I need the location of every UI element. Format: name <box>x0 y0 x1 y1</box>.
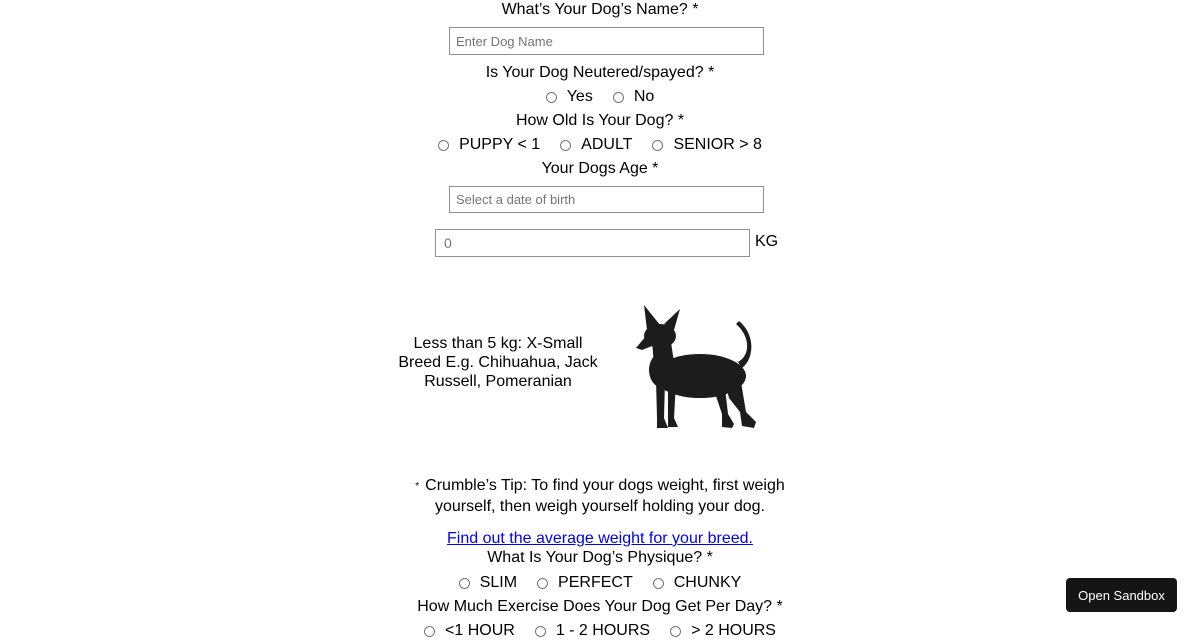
tip-line: Crumble’s Tip: To find your dogs weight, first weigh <box>425 477 785 494</box>
neutered-no-radio[interactable] <box>613 88 654 106</box>
dog-name-input[interactable] <box>449 27 764 55</box>
breed-weight-link[interactable]: Find out the average weight for your breed. <box>447 530 753 547</box>
crumble-tip <box>0 476 1200 516</box>
radio-circle-icon[interactable] <box>535 626 546 637</box>
physique-chunky-label: CHUNKY <box>673 574 742 591</box>
age-adult-label: ADULT <box>581 136 633 153</box>
neutered-label: Is Your Dog Neutered/spayed? * <box>485 64 715 81</box>
physique-slim-label: SLIM <box>479 574 518 591</box>
radio-circle-icon[interactable] <box>560 140 571 151</box>
chihuahua-silhouette-icon <box>630 300 770 432</box>
physique-slim-radio[interactable] <box>459 574 517 592</box>
exercise-under-1-label: <1 HOUR <box>445 622 515 639</box>
physique-perfect-label: PERFECT <box>558 574 633 591</box>
radio-circle-icon[interactable] <box>424 626 435 637</box>
age-group-radio-group <box>0 134 1200 156</box>
dog-name-label: What’s Your Dog’s Name? * <box>501 1 699 18</box>
size-description <box>380 334 616 391</box>
exercise-under-1-radio[interactable] <box>424 622 515 640</box>
breed-weight-link-wrap <box>0 529 1200 549</box>
radio-circle-icon[interactable] <box>459 578 470 589</box>
age-adult-radio[interactable] <box>560 136 632 154</box>
exercise-1-2-label: 1 - 2 HOURS <box>555 622 651 639</box>
physique-chunky-radio[interactable] <box>653 574 742 592</box>
age-puppy-radio[interactable] <box>438 136 540 154</box>
date-of-birth-input[interactable] <box>449 186 764 213</box>
radio-circle-icon[interactable] <box>546 92 557 103</box>
age-senior-label: SENIOR > 8 <box>673 136 762 153</box>
tip-star: * <box>415 481 420 492</box>
size-description-line: Russell, Pomeranian <box>424 373 572 390</box>
size-description-line: Breed E.g. Chihuahua, Jack <box>398 354 598 371</box>
physique-radio-group <box>0 572 1200 594</box>
exercise-label: How Much Exercise Does Your Dog Get Per Day? * <box>417 598 783 615</box>
radio-circle-icon[interactable] <box>613 92 624 103</box>
radio-circle-icon[interactable] <box>670 626 681 637</box>
age-group-label: How Old Is Your Dog? * <box>515 112 685 129</box>
exercise-radio-group <box>0 620 1200 642</box>
neutered-no-label: No <box>633 88 655 105</box>
neutered-yes-radio[interactable] <box>546 88 593 106</box>
exercise-1-2-radio[interactable] <box>535 622 650 640</box>
open-sandbox-button[interactable]: Open Sandbox <box>1066 578 1177 612</box>
tip-line: yourself, then weigh yourself holding your dog. <box>435 498 765 515</box>
size-description-line: Less than 5 kg: X-Small <box>413 335 583 352</box>
weight-input[interactable] <box>435 229 750 257</box>
physique-label: What Is Your Dog’s Physique? * <box>487 549 713 566</box>
radio-circle-icon[interactable] <box>438 140 449 151</box>
neutered-radio-group <box>0 86 1200 108</box>
age-puppy-label: PUPPY < 1 <box>459 136 541 153</box>
weight-unit: KG <box>755 233 779 250</box>
dog-age-label: Your Dogs Age * <box>541 160 659 177</box>
exercise-over-2-label: > 2 HOURS <box>691 622 776 639</box>
radio-circle-icon[interactable] <box>653 578 664 589</box>
age-senior-radio[interactable] <box>652 136 761 154</box>
physique-perfect-radio[interactable] <box>537 574 633 592</box>
radio-circle-icon[interactable] <box>652 140 663 151</box>
radio-circle-icon[interactable] <box>537 578 548 589</box>
exercise-over-2-radio[interactable] <box>670 622 776 640</box>
neutered-yes-label: Yes <box>566 88 593 105</box>
